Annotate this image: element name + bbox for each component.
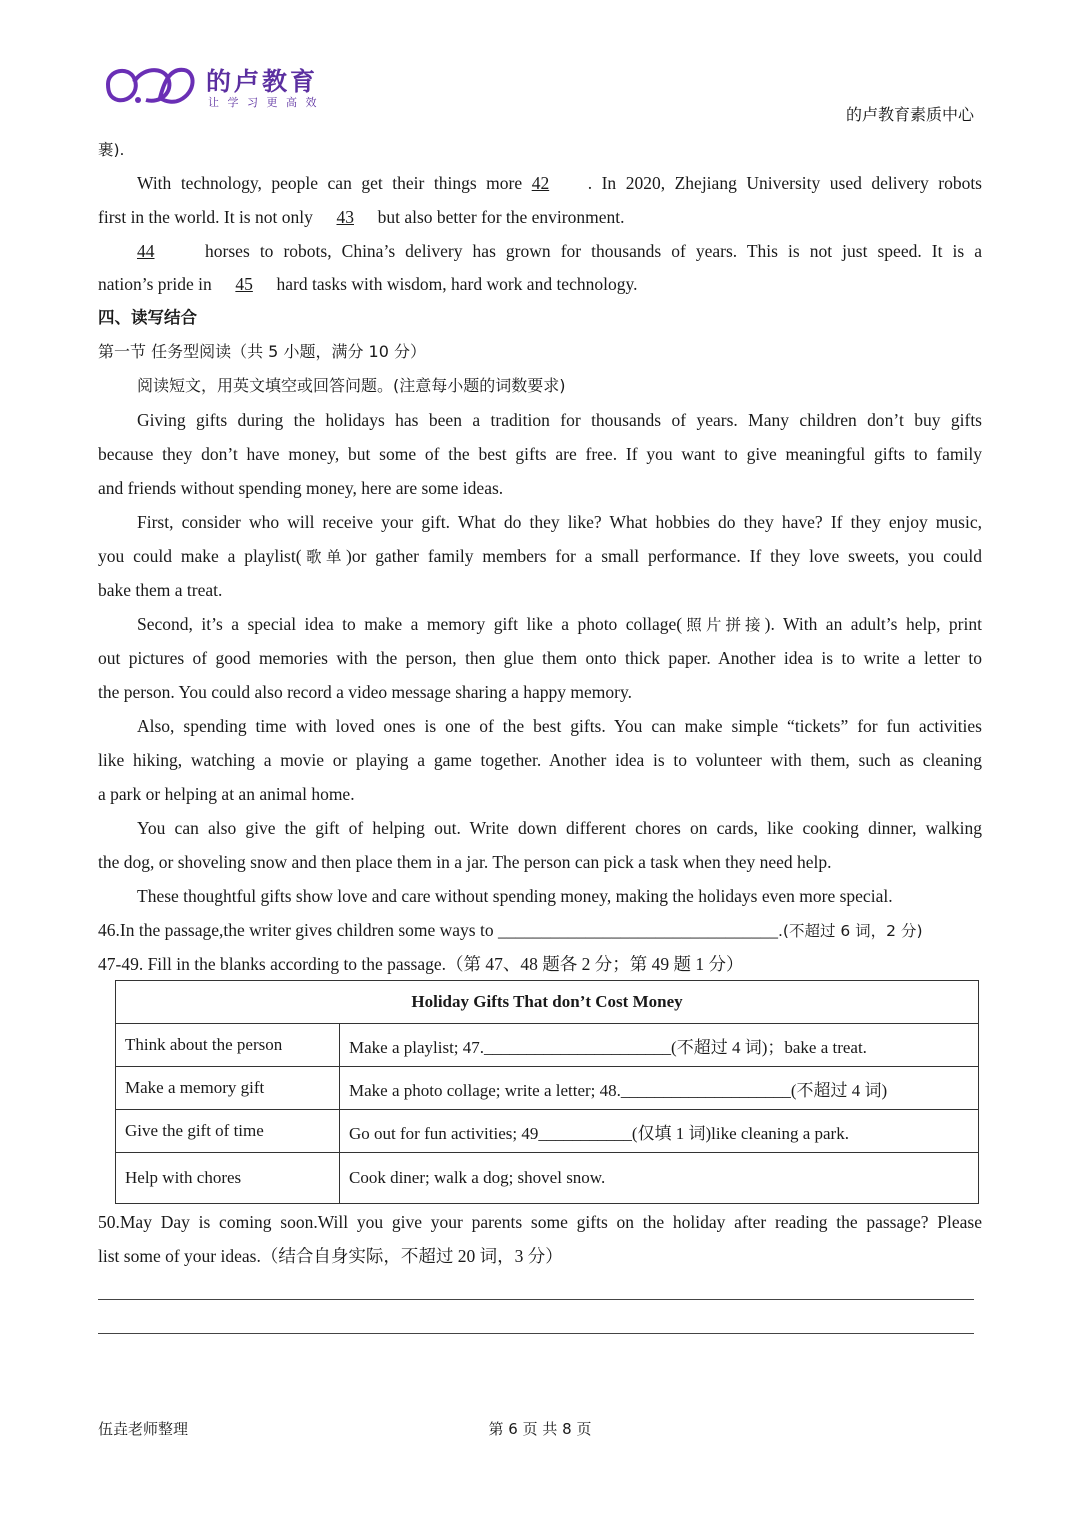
passage-b-line: you could make a playlist(歌单)or gather family members for a small performance. If they love sweets, you could — [98, 546, 982, 566]
passage-b-line: Also, spending time with loved ones is one of the best gifts. You can make simple “tickets” for fun activities — [137, 716, 982, 736]
passage-a-line: nation’s pride in 45 hard tasks with wisdom, hard work and technology. — [98, 274, 638, 294]
gifts-table — [115, 980, 979, 1204]
passage-b-line: the dog, or shoveling snow and then place them in a jar. The person can pick a task when they need help. — [98, 852, 832, 872]
blank-42: 42 — [531, 173, 550, 193]
table-cell-detail: Cook diner; walk a dog; shovel snow. — [340, 1153, 979, 1204]
logo — [104, 62, 354, 112]
blank-43: 43 — [336, 207, 354, 227]
table-row — [116, 1067, 979, 1110]
brand-name: 的卢教育 — [206, 67, 319, 96]
answer-line[interactable] — [98, 1299, 974, 1300]
section-instruction: 阅读短文，用英文填空或回答问题。(注意每小题的词数要求) — [137, 376, 566, 395]
table-row — [116, 1024, 979, 1067]
table-cell-detail: Make a photo collage; write a letter; 48.____________________(不超过 4 词) — [340, 1067, 979, 1110]
answer-blank-46[interactable]: ________________________________ — [497, 920, 778, 940]
table-cell-category: Think about the person — [116, 1024, 340, 1067]
question-50-line-2: list some of your ideas.（结合自身实际，不超过 20 词，3 分） — [98, 1246, 563, 1266]
passage-b-line: because they don’t have money, but some of the best gifts are free. If you want to give meaningful gifts to family — [98, 444, 982, 464]
passage-b-line: Second, it’s a special idea to make a memory gift like a photo collage(照片拼接). With an adult’s help, print — [137, 614, 982, 634]
passage-b-line: a park or helping at an animal home. — [98, 784, 355, 804]
passage-b-line: Giving gifts during the holidays has been a tradition for thousands of years. Many children don’t buy gifts — [137, 410, 982, 430]
question-50-line-1: 50.May Day is coming soon.Will you give your parents some gifts on the holiday after reading the passage? Please — [98, 1212, 982, 1232]
logo-mark-icon — [104, 62, 200, 108]
table-header-row — [116, 981, 979, 1024]
passage-a-line-0: 裹). — [98, 141, 125, 159]
table-row — [116, 1153, 979, 1204]
passage-a-line: With technology, people can get their things more 42 . In 2020, Zhejiang University used delivery robots — [137, 173, 982, 193]
blank-44: 44 — [137, 241, 155, 261]
passage-b-line: like hiking, watching a movie or playing a game together. Another idea is to volunteer with them, such as cleaning — [98, 750, 982, 770]
passage-a-line: first in the world. It is not only 43 but also better for the environment. — [98, 207, 625, 227]
passage-b-line: bake them a treat. — [98, 580, 223, 600]
passage-b-line: the person. You could also record a video message sharing a happy memory. — [98, 682, 632, 702]
question-46: 46.In the passage,the writer gives children some ways to ________________________________.(不超过 6 词，2 分) — [98, 920, 923, 940]
passage-a-line: 44 horses to robots, China’s delivery has grown for thousands of years. This is not just speed. It is a — [137, 241, 982, 261]
table-cell-detail: Make a playlist; 47.______________________(不超过 4 词)；bake a treat. — [340, 1024, 979, 1067]
passage-b-line: First, consider who will receive your gift. What do they like? What hobbies do they have? If they enjoy music, — [137, 512, 982, 532]
table-cell-detail: Go out for fun activities; 49___________(仅填 1 词)like cleaning a park. — [340, 1110, 979, 1153]
answer-line[interactable] — [98, 1333, 974, 1334]
brand-slogan: 让学习更高效 — [208, 96, 325, 109]
table-title: Holiday Gifts That don’t Cost Money — [116, 981, 979, 1024]
page-number: 第 6 页 共 8 页 — [488, 1420, 592, 1438]
passage-b-line: You can also give the gift of helping out. Write down different chores on cards, like cooking dinner, walking — [137, 818, 982, 838]
table-cell-category: Help with chores — [116, 1153, 340, 1204]
section-subtitle: 第一节 任务型阅读（共 5 小题，满分 10 分） — [98, 342, 426, 361]
table-cell-category: Make a memory gift — [116, 1067, 340, 1110]
section-title: 四、读写结合 — [98, 308, 197, 327]
passage-b-line: and friends without spending money, here are some ideas. — [98, 478, 504, 498]
table-row — [116, 1110, 979, 1153]
table-cell-category: Give the gift of time — [116, 1110, 340, 1153]
footer-author: 伍垚老师整理 — [98, 1420, 189, 1438]
center-name: 的卢教育素质中心 — [845, 105, 974, 124]
passage-b-line: out pictures of good memories with the person, then glue them onto thick paper. Another idea is to write a letter to — [98, 648, 982, 668]
passage-b-line: These thoughtful gifts show love and care without spending money, making the holidays even more special. — [137, 886, 893, 906]
blank-45: 45 — [235, 274, 253, 294]
question-47-49: 47-49. Fill in the blanks according to the passage.（第 47、48 题各 2 分；第 49 题 1 分） — [98, 954, 744, 974]
